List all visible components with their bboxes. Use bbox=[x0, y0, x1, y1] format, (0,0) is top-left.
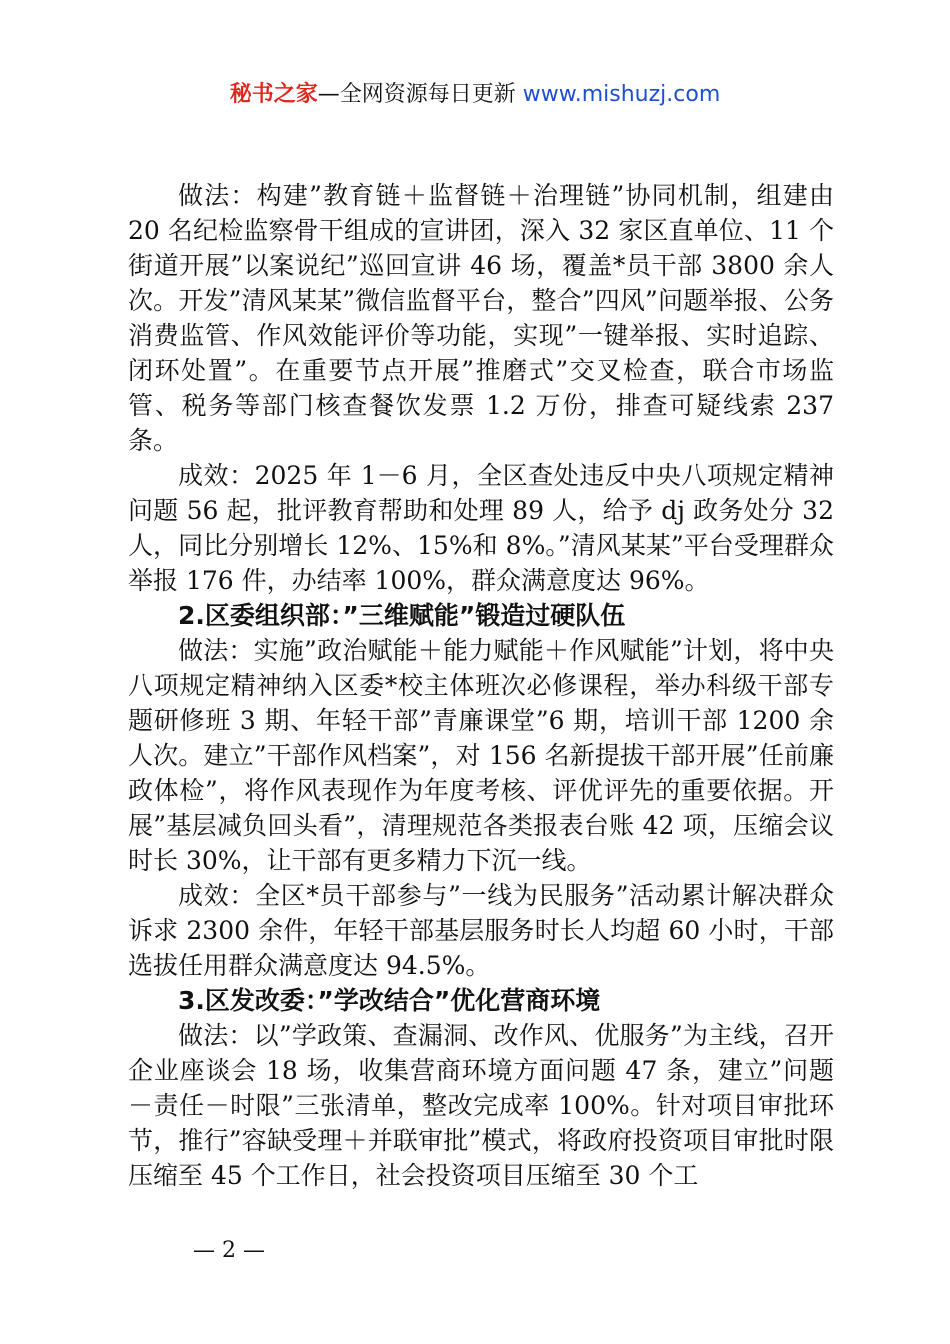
site-url: www.mishuzj.com bbox=[522, 82, 721, 107]
document-body bbox=[128, 178, 834, 1193]
paragraph-result-1: 成效：2025 年 1－6 月，全区查处违反中央八项规定精神问题 56 起，批评教育帮助和处理 89 人，给予 dj 政务处分 32 人，同比分别增长 12%、15%和 8%。”清风某某”平台受理群众举报 176 件，办结率 100%，群众满意度达 96%。 bbox=[128, 461, 834, 595]
section-heading-development-reform: 3.区发改委：”学改结合”优化营商环境 bbox=[178, 986, 601, 1015]
paragraph-method-2: 做法：实施”政治赋能＋能力赋能＋作风赋能”计划，将中央八项规定精神纳入区委*校主体班次必修课程，举办科级干部专题研修班 3 期、年轻干部”青廉课堂”6 期，培训干部 1200 余人次。建立”干部作风档案”，对 156 名新提拔干部开展”任前廉政体检”，将作风表现作为年度考核、评优评先的重要依据。开展”基层减负回头看”，清理规范各类报表台账 42 项，压缩会议时长 30%，让干部有更多精力下沉一线。 bbox=[128, 636, 834, 875]
page-number: — 2 — bbox=[193, 1238, 265, 1263]
paragraph-method-1: 做法：构建”教育链＋监督链＋治理链”协同机制，组建由 20 名纪检监察骨干组成的宣讲团，深入 32 家区直单位、11 个街道开展”以案说纪”巡回宣讲 46 场，覆盖*员干部 3800 余人次。开发”清风某某”微信监督平台，整合”四风”问题举报、公务消费监管、作风效能评价等功能，实现”一键举报、实时追踪、闭环处置”。在重要节点开展”推磨式”交叉检查，联合市场监管、税务等部门核查餐饮发票 1.2 万份，排查可疑线索 237 条。 bbox=[128, 181, 834, 455]
brand-name: 秘书之家 bbox=[229, 82, 318, 107]
paragraph-result-2: 成效：全区*员干部参与”一线为民服务”活动累计解决群众诉求 2300 余件，年轻干部基层服务时长人均超 60 小时，干部选拔任用群众满意度达 94.5%。 bbox=[128, 881, 834, 980]
section-heading-organization-dept: 2.区委组织部：”三维赋能”锻造过硬队伍 bbox=[178, 601, 626, 630]
tagline: —全网资源每日更新 bbox=[317, 82, 523, 107]
site-watermark-header bbox=[0, 78, 950, 112]
paragraph-method-3: 做法：以”学政策、查漏洞、改作风、优服务”为主线，召开企业座谈会 18 场，收集营商环境方面问题 47 条，建立”问题－责任－时限”三张清单，整改完成率 100%。针对项目审批环节，推行”容缺受理＋并联审批”模式，将政府投资项目审批时限压缩至 45 个工作日，社会投资项目压缩至 30 个工 bbox=[128, 1021, 834, 1190]
